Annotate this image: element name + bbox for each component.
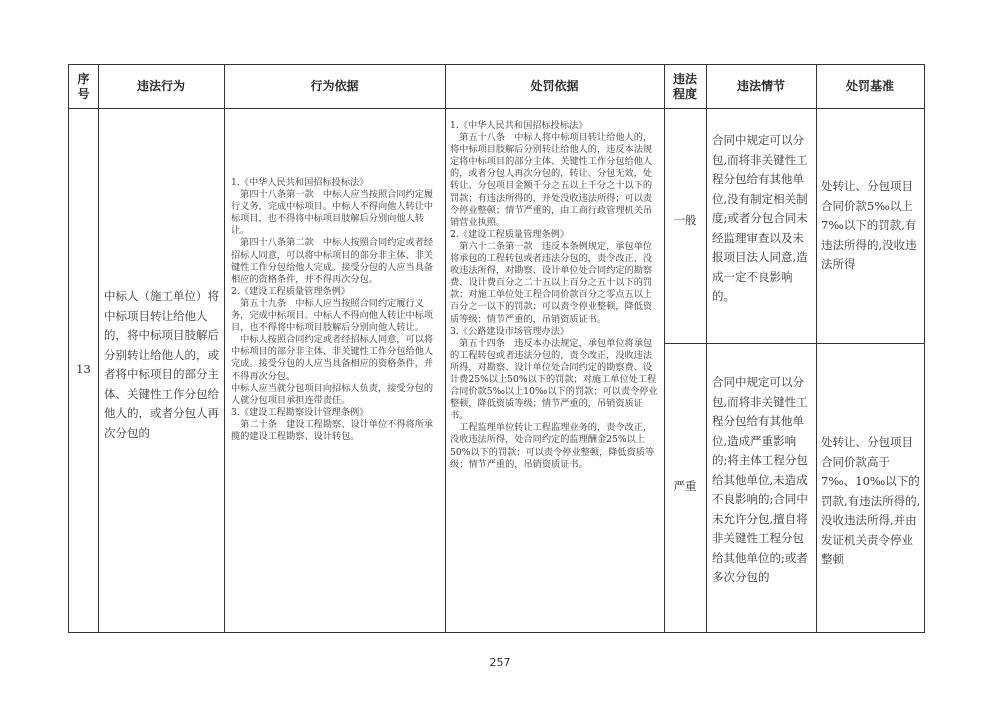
level-divider [664,343,924,344]
column-divider [706,65,707,632]
degree-severe: 严重 [673,479,697,493]
header-divider [69,108,924,109]
penalty-standard-table [68,64,925,633]
row-seq: 13 [76,362,91,376]
column-divider [98,65,99,632]
header-penalty-basis: 处罚依据 [530,79,579,93]
header-standard: 处罚基准 [845,79,894,93]
column-divider [445,65,446,632]
header-behavior: 违法行为 [136,79,185,93]
row-penalty-basis: 1.《中华人民共和国招标投标法》 第五十八条 中标人将中标项目转让给他人的，将中标项目肢解后分别转让给他人的，违反本法规定将中标项目的部分主体、关键性工作分包给他人的，或者分包人再次分包的，转让、分包无效，处转让、分包项目金额千分之五以上千分之十以下的罚款；有违法所得的，并处没收违法所得；可以责令停业整顿；情节严重的，由工商行政管理机关吊销营业执照。 2.《建设工程质量管理条例》 第六十二条第一款 违反本条例规定，承包单位将承包的工程转包或者违法分包的，责令改正，没收违法所得，对勘察、设计单位处合同约定的勘察费、设计费百分之二十五以上百分之五十以下的罚款；对施工单位处工程合同价款百分之零点五以上百分之一以下的罚款；可以责令停业整顿，降低资质等级；情节严重的，吊销资质证书。 3.《公路建设市场管理办法》 第五十四条 违反本办法规定，承包单位将承包的工程转包或者违法分包的，责令改正，没收违法所得，对勘察、设计单位处合同约定的勘察费、设计费25%以上50%以下的罚款；对施工单位处工程合同价款5‰以上10‰以下的罚款；可以责令停业整顿，降低资质等级；情节严重的，吊销资质证书。 工程监理单位转让工程监理业务的，责令改正，没收违法所得，处合同约定的监理酬金25%以上50%以下的罚款；可以责令停业整顿，降低资质等级；情节严重的，吊销资质证书。 [450,120,658,470]
row-basis: 1.《中华人民共和国招标投标法》 第四十八条第一款 中标人应当按照合同约定履行义务，完成中标项目。中标人不得向他人转让中标项目，也不得将中标项目肢解后分别向他人转让。 第四十八条第二款 中标人按照合同约定或者经招标人同意，可以将中标项目的部分非主体、非关键性工作分包给他人完成。接受分包的人应当具备相应的资格条件，并不得再次分包。 2.《建设工程质量管理条例》 第五十九条 中标人应当按照合同约定履行义务，完成中标项目。中标人不得向他人转让中标项目，也不得将中标项目肢解后分别向他人转让。 中标人按照合同约定或者经招标人同意，可以将中标项目的部分非主体、非关键性工作分包给他人完成。接受分包的人应当具备相应的资格条件，并不得再次分包。 中标人应当就分包项目向招标人负责，接受分包的人就分包项目承担连带责任。 3.《建设工程勘察设计管理条例》 第二十条 建设工程勘察、设计单位不得将所承揽的建设工程勘察、设计转包。 [231,177,434,442]
header-circumstance: 违法情节 [736,79,785,93]
circumstance-general: 合同中规定可以分包,而将非关键性工程分包给有其他单位,没有制定相关制度;或者分包合同未经监理审查以及未报项目法人同意,造成一定不良影响的。 [712,133,808,303]
column-divider [224,65,225,632]
column-divider [664,65,665,632]
row-behavior: 中标人（施工单位）将中标项目转让给他人的，将中标项目肢解后分别转让给他人的，或者将中标项目的部分主体、关键性工作分包给他人的，或者分包人再次分包的 [104,289,219,440]
circumstance-severe: 合同中规定可以分包,而将非关键性工程分包给有其他单位,造成严重影响的;将主体工程分包给其他单位,未造成不良影响的;合同中未允许分包,擅自将非关键性工程分包给其他单位的;或者多次分包的 [712,375,808,584]
header-degree: 违法 程度 [672,71,697,101]
header-seq: 序 号 [77,71,90,101]
page-number: 257 [489,656,511,669]
standard-general: 处转让、分包项目合同价款5‰以上7‰以下的罚款,有违法所得的,没收违法所得 [821,179,917,271]
column-divider [816,65,817,632]
degree-general: 一般 [673,213,697,227]
standard-severe: 处转让、分包项目合同价款高于7‰、10‰以下的罚款,有违法所得的,没收违法所得,并由发证机关责令停业整顿 [821,435,921,566]
header-basis: 行为依据 [310,79,359,93]
